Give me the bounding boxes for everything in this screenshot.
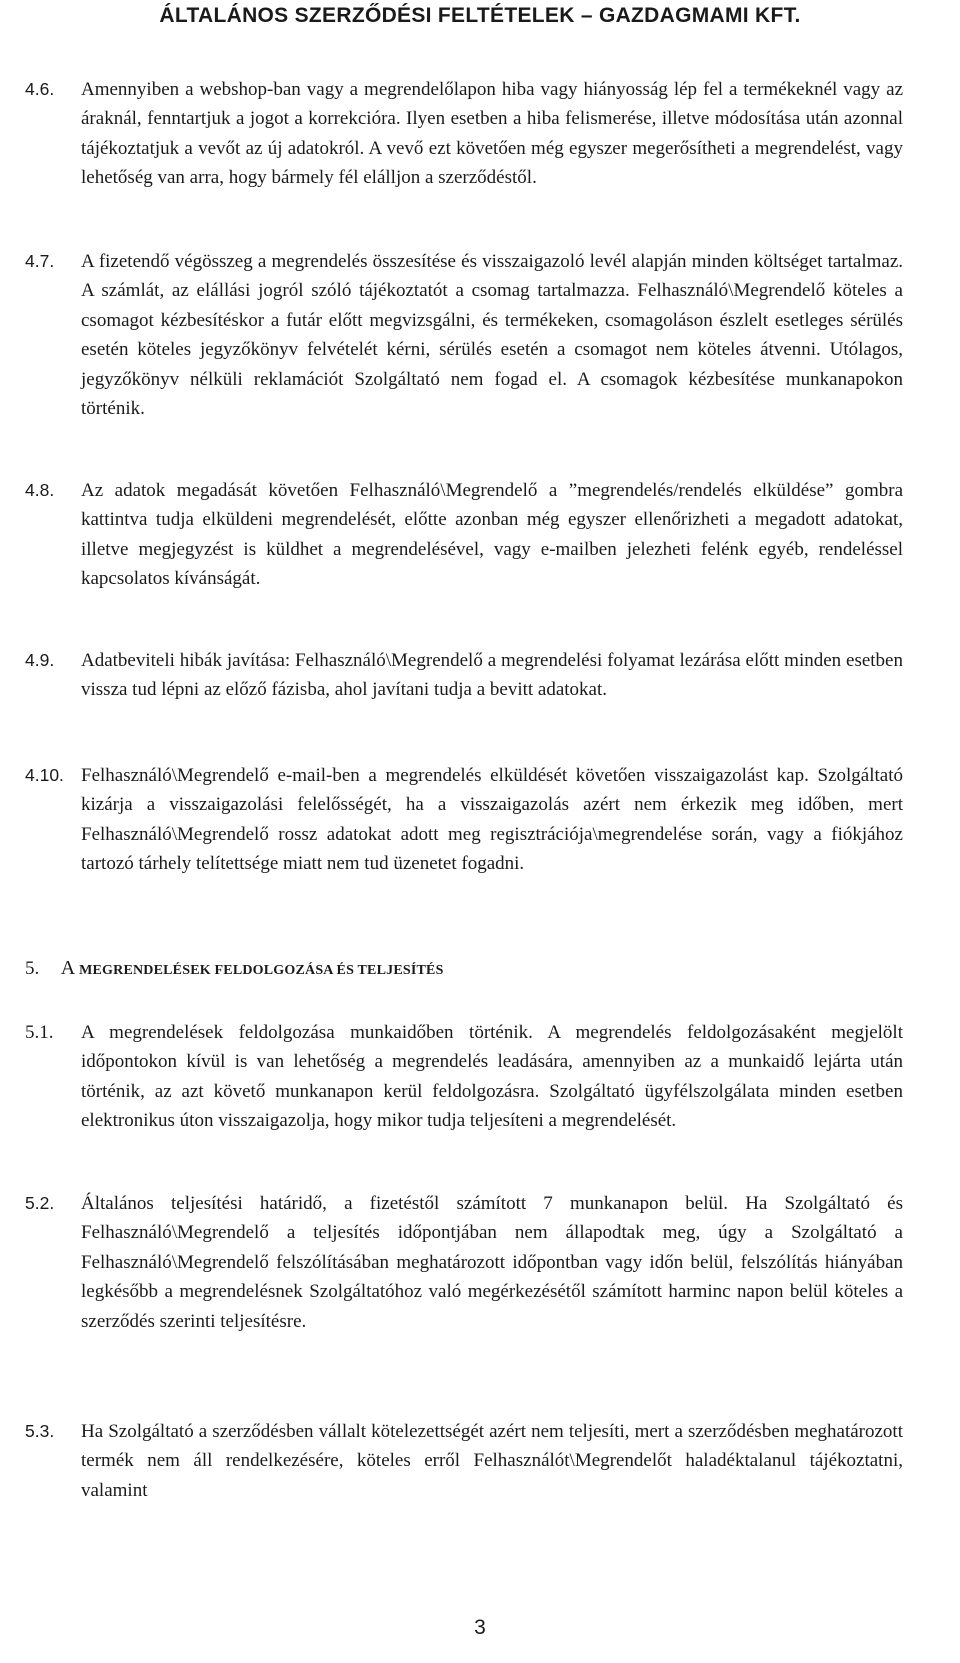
chapter-title-rest: MEGRENDELÉSEK FELDOLGOZÁSA ÉS TELJESÍTÉS xyxy=(79,963,444,978)
document-header: ÁLTALÁNOS SZERZŐDÉSI FELTÉTELEK – GAZDAGMAMI KFT. xyxy=(159,4,801,27)
section-number: 5.1. xyxy=(25,1022,54,1043)
chapter-number: 5. xyxy=(25,958,40,979)
section-text: Felhasználó\Megrendelő e-mail-ben a megrendelés elküldését követően visszaigazolást kap. Szolgáltató kizárja a visszaigazolási felelősségét, ha a visszaigazolás azért nem érkezik meg időben, mert Felhasználó\Megrendelő rossz adatokat adott meg regisztrációja\megrendelése során, vagy a fiókjához tartozó tárhely telítettsége miatt nem tud üzenetet fogadni. xyxy=(81,765,903,875)
section-text: Ha Szolgáltató a szerződésben vállalt kötelezettségét azért nem teljesíti, mert a szerződésben meghatározott termék nem áll rendelkezésére, köteles erről Felhasználót\Megrendelőt haladéktalanul tájékoztatni, valamint xyxy=(81,1421,903,1501)
chapter-title xyxy=(61,957,444,979)
chapter-heading xyxy=(25,954,925,985)
section-text: A fizetendő végösszeg a megrendelés összesítése és visszaigazoló levél alapján minden költséget tartalmaz. A számlát, az elállási jogról szóló tájékoztatót a csomag tartalmazza. Felhasználó\Megrendelő köteles a csomagot kézbesítéskor a futár előtt megvizsgálni, és termékeken, csomagoláson észlelt esetleges sérülés esetén köteles jegyzőkönyv felvételét kérni, sérülés esetén a csomagot nem köteles átvenni. Utólagos, jegyzőkönyv nélküli reklamációt Szolgáltató nem fogad el. A csomagok kézbesítése munkanapokon történik. xyxy=(81,251,903,420)
section-number: 4.7. xyxy=(25,251,55,271)
section-text: Az adatok megadását követően Felhasználó\Megrendelő a ”megrendelés/rendelés elküldése” gombra kattintva tudja elküldeni megrendelését, előtte azonban még egyszer ellenőrizheti a megadott adatokat, illetve megjegyzést is küldhet a megrendelésével, vagy e-mailben jelezheti felénk egyéb, rendeléssel kapcsolatos kívánságát. xyxy=(81,480,903,590)
section-text: Általános teljesítési határidő, a fizetéstől számított 7 munkanapon belül. Ha Szolgáltató és Felhasználó\Megrendelő a teljesítés időpontjában nem állapodtak meg, úgy a Szolgáltató a Felhasználó\Megrendelő felszólításában meghatározott időpontban vagy időn belül, felszólítás hiányában legkésőbb a megrendelésnek Szolgáltatóhoz való megérkezésétől számított harminc napon belül köteles a szerződés szerinti teljesítésre. xyxy=(81,1193,903,1332)
section-number: 4.9. xyxy=(25,650,55,670)
section-text: Adatbeviteli hibák javítása: Felhasználó\Megrendelő a megrendelési folyamat lezárása előtt minden esetben vissza tud lépni az előző fázisba, ahol javítani tudja a bevitt adatokat. xyxy=(81,650,903,701)
page-number: 3 xyxy=(474,1616,486,1639)
section-number: 5.2. xyxy=(25,1193,55,1213)
section-number: 4.10. xyxy=(25,765,64,785)
section-number: 5.3. xyxy=(25,1421,55,1441)
section-number: 4.6. xyxy=(25,79,55,99)
section-number: 4.8. xyxy=(25,480,55,500)
section-text: Amennyiben a webshop-ban vagy a megrendelőlapon hiba vagy hiányosság lép fel a termékeknél vagy az áraknál, fenntartjuk a jogot a korrekcióra. Ilyen esetben a hiba felismerése, illetve módosítása után azonnal tájékoztatjuk a vevőt az új adatokról. A vevő ezt követően még egyszer megerősítheti a megrendelést, vagy lehetőség van arra, hogy bármely fél elálljon a szerződéstől. xyxy=(81,79,903,189)
chapter-title-initial: A xyxy=(60,957,75,979)
section-text: A megrendelések feldolgozása munkaidőben történik. A megrendelés feldolgozásaként megjelölt időpontokon kívül is van lehetőség a megrendelés leadására, amennyiben az a munkaidő lejárta után történik, az azt követő munkanapon kerül feldolgozásra. Szolgáltató ügyfélszolgálata minden esetben elektronikus úton visszaigazolja, hogy mikor tudja teljesíteni a megrendelését. xyxy=(81,1022,903,1132)
